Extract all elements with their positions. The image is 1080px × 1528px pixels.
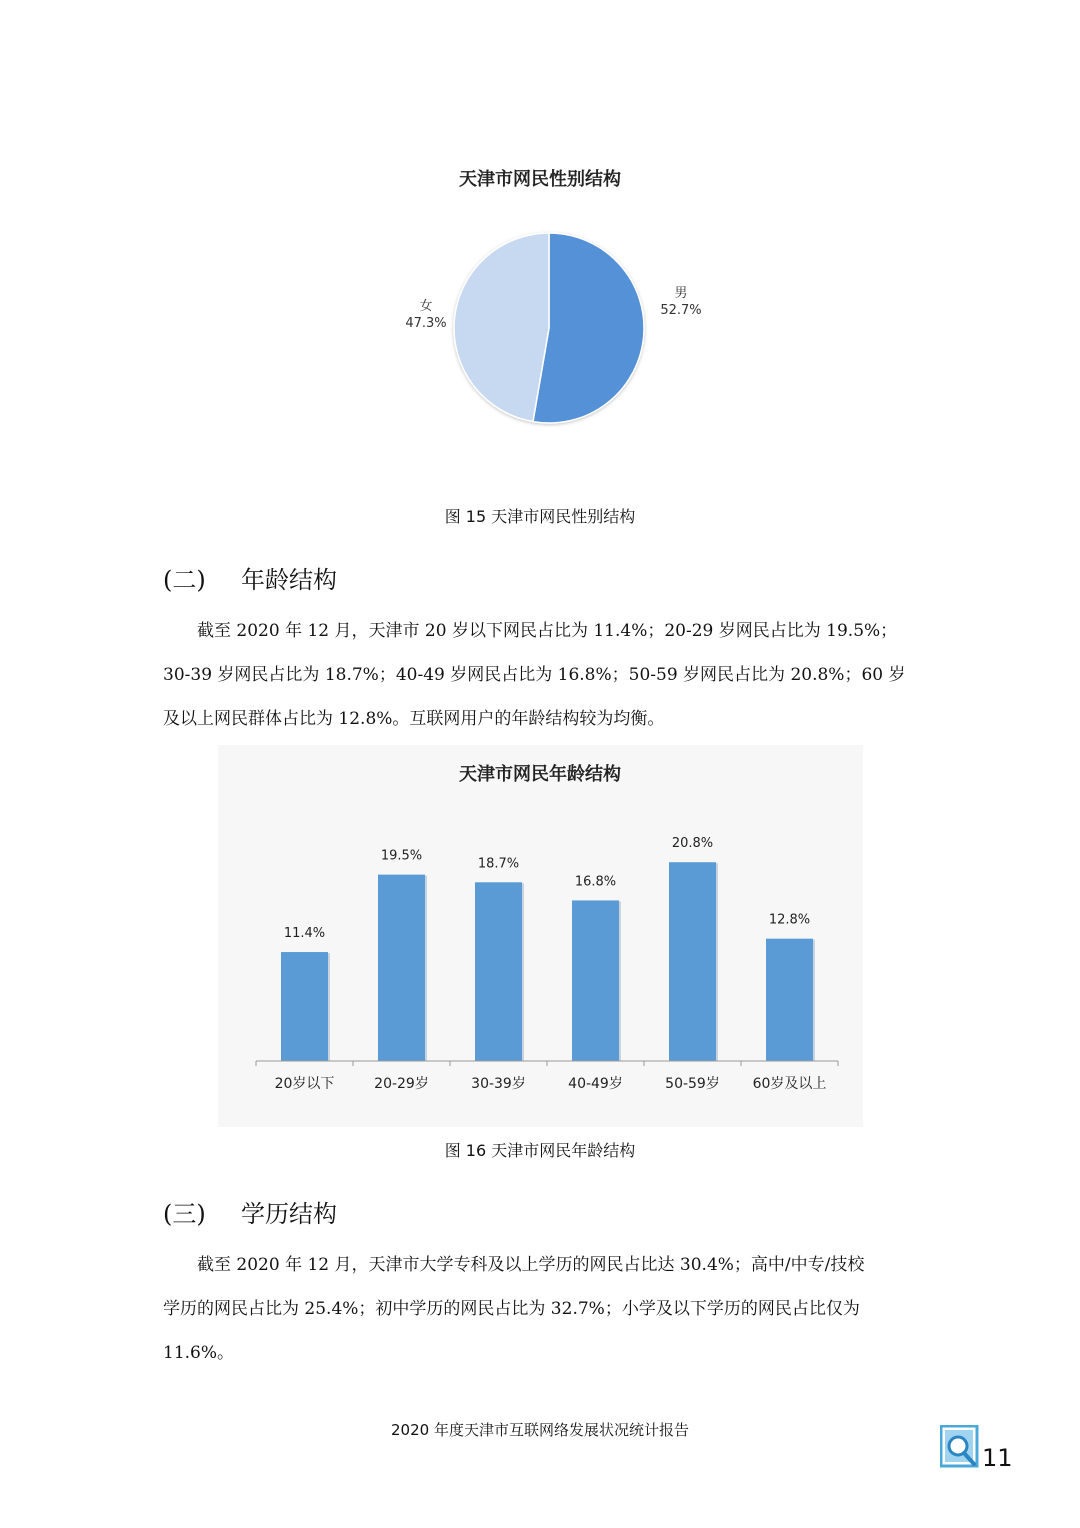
bar-2 [378, 875, 425, 1061]
age-section-heading [163, 560, 337, 595]
x-tick-label: 20-29岁 [374, 1076, 429, 1092]
paragraph-line: 11.6%。 [163, 1343, 235, 1363]
pie-slice-female [454, 233, 549, 422]
report-title-footer: 2020 年度天津市互联网络发展状况统计报告 [391, 1421, 689, 1439]
bar-5 [669, 862, 716, 1061]
education-section-heading [163, 1194, 337, 1229]
bar-data-label: 20.8% [671, 836, 714, 852]
section-title: 年龄结构 [241, 566, 337, 594]
gender-chart-title: 天津市网民性别结构 [459, 169, 621, 190]
education-paragraph [163, 1243, 923, 1375]
section-title: 学历结构 [241, 1200, 337, 1228]
figure-15-caption: 图 15 天津市网民性别结构 [444, 507, 636, 526]
x-tick-label: 20岁以下 [274, 1076, 335, 1092]
bar-4 [572, 900, 619, 1061]
page-number: 11 [982, 1444, 1013, 1472]
figure-16-caption: 图 16 天津市网民年龄结构 [444, 1141, 636, 1160]
male-value: 52.7% [660, 303, 702, 318]
magnifier-logo-icon [940, 1425, 980, 1469]
bar-data-label: 19.5% [380, 848, 423, 864]
paragraph-line: 30-39 岁网民占比为 18.7%；40-49 岁网民占比为 16.8%；50-59 岁网民占比为 20.8%；60 岁 [163, 665, 906, 685]
paragraph-line: 截至 2020 年 12 月，天津市 20 岁以下网民占比为 11.4%；20-29 岁网民占比为 19.5%； [197, 621, 898, 641]
female-value: 47.3% [405, 316, 447, 331]
x-tick-label: 40-49岁 [568, 1076, 623, 1092]
pie-label-male [651, 285, 711, 319]
x-tick-label: 50-59岁 [665, 1076, 720, 1092]
x-tick-label: 30-39岁 [471, 1076, 526, 1092]
age-bar-chart [218, 745, 863, 1127]
age-paragraph [163, 609, 923, 741]
pie-label-female [396, 298, 456, 332]
section-number: (二) [163, 566, 206, 594]
bar-6 [766, 939, 813, 1061]
paragraph-line: 及以上网民群体占比为 12.8%。互联网用户的年龄结构较为均衡。 [163, 709, 665, 729]
bar-data-label: 16.8% [574, 874, 617, 890]
paragraph-line: 学历的网民占比为 25.4%；初中学历的网民占比为 32.7%；小学及以下学历的网民占比仅为 [163, 1299, 860, 1319]
male-label: 男 [674, 286, 688, 301]
section-number: (三) [163, 1200, 206, 1228]
bar-data-label: 18.7% [477, 856, 520, 872]
female-label: 女 [419, 299, 433, 314]
age-chart-title: 天津市网民年龄结构 [459, 764, 621, 785]
bar-3 [475, 882, 522, 1061]
bar-data-label: 12.8% [768, 912, 811, 928]
bar-1 [281, 952, 328, 1061]
bar-data-label: 11.4% [283, 926, 326, 942]
paragraph-line: 截至 2020 年 12 月，天津市大学专科及以上学历的网民占比达 30.4%；高中/中专/技校 [197, 1255, 865, 1275]
x-tick-label: 60岁及以上 [752, 1076, 827, 1092]
